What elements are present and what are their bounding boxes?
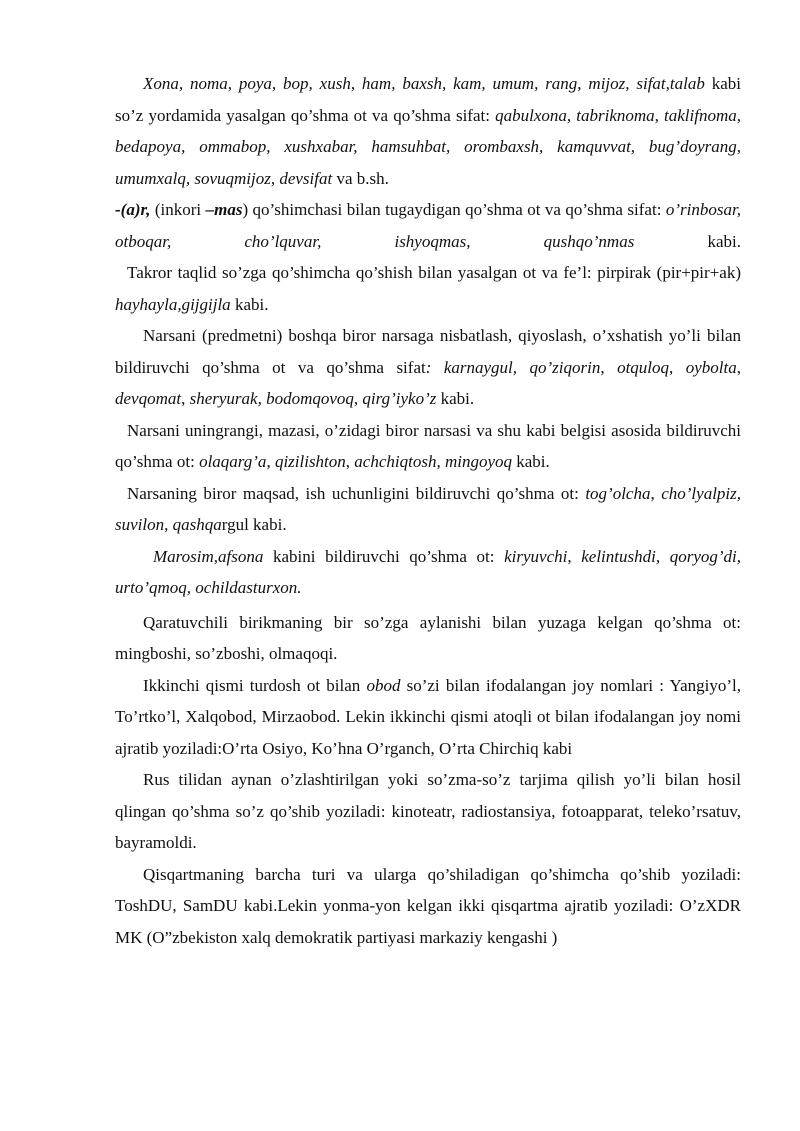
paragraph [115, 607, 741, 670]
paragraph [115, 670, 741, 765]
text-run: rgul kabi. [221, 515, 287, 534]
text-run: kabi. [634, 231, 741, 251]
emphasized-text: tog’olcha [585, 483, 651, 503]
emphasized-text: cho’lyalpiz, suvilon, qashqa [115, 483, 742, 534]
text-run: kabini bildiruvchi qo’shma ot: [263, 546, 505, 566]
paragraph [115, 415, 741, 478]
text-run: , [600, 357, 618, 377]
emphasized-text: o’rinbosar, otboqar, cho’lquvar, ishyoqmas, qushqo’nmas [115, 200, 741, 251]
paragraph [115, 859, 741, 954]
emphasized-text: Marosim,afsona [153, 546, 264, 566]
emphasized-text: bodomqovoq [266, 389, 354, 408]
emphasized-text: sheryurak, [189, 389, 262, 408]
text-run: Narsaning biror maqsad, ish uchunligini bildiruvchi qo’shma ot: [127, 483, 586, 503]
emphasized-text: –mas [205, 200, 243, 219]
emphasized-text: achchiqtosh, mingoyoq [354, 452, 512, 471]
text-run: , [266, 452, 275, 471]
emphasized-text: Xona, noma, poya, bop, xush, ham, baxsh, kam, umum, rang, mijoz, sifat,talab [143, 74, 705, 93]
emphasized-text: hayhayla,gijgijla [115, 294, 231, 314]
text-run: , [345, 452, 355, 471]
text-run: va b.sh. [332, 168, 389, 188]
paragraph [115, 541, 741, 604]
paragraph [115, 478, 741, 541]
paragraph [115, 257, 741, 320]
text-run: Ikkinchi qismi turdosh ot bilan [143, 675, 367, 695]
text-run: ) qo’shimchasi bilan tugaydigan qo’shma ot va qo’shma sifat: [242, 200, 666, 219]
text-run: Takror taqlid so’zga qo’shimcha qo’shish bilan yasalgan ot va fe’l: pirpirak (pir+pir+ak) [127, 263, 741, 282]
paragraph [115, 764, 741, 859]
text-run: kabi so’z yordamida yasalgan qo’shma ot va qo’shma sifat: [115, 74, 741, 125]
emphasized-text: obod [366, 675, 401, 695]
text-run: kabi. [512, 452, 550, 471]
text-run: Qaratuvchili birikmaning bir so’zga aylanishi bilan yuzaga kelgan qo’shma ot: mingboshi, so’zboshi, olmaqoqi. [115, 612, 741, 663]
text-run: , [650, 483, 662, 503]
emphasized-text: oybolta [685, 357, 737, 377]
emphasized-text: kelintushdi, qoryog’di, urto’qmoq, ochildasturxon. [115, 546, 741, 597]
text-run: , [181, 389, 190, 408]
emphasized-text: otquloq [617, 357, 670, 377]
document-body [115, 68, 741, 953]
text-run: Rus tilidan aynan o’zlashtirilgan yoki so’zma-so’z tarjima qilish yo’li bilan hosil qlingan qo’shma so’z qo’shib yoziladi: kinoteatr, radiostansiya, fotoapparat, teleko’rsatuv, bayramoldi. [115, 770, 741, 852]
paragraph [115, 320, 741, 415]
text-run: (inkori [150, 200, 206, 219]
paragraph [115, 194, 741, 257]
paragraph [115, 68, 741, 194]
text-run: , [567, 546, 582, 566]
emphasized-text: -(a)r, [115, 200, 151, 219]
text-run: Narsani uningrangi, mazasi, o’zidagi biror narsasi va shu kabi belgisi asosida bildiruvchi qo’shma ot: [115, 420, 741, 471]
emphasized-text: devqomat [115, 389, 182, 408]
emphasized-text: qirg’iyko’z [362, 389, 437, 408]
emphasized-text: qabulxona, tabriknoma, taklifnoma, bedapoya, ommabop, xushxabar, hamsuhbat, orombaxsh, kamquvvat, bug’doyrang, umumxalq, sovuqmijoz, devsifat [115, 105, 741, 188]
text-run: , [353, 389, 363, 408]
emphasized-text: qizilishton [274, 452, 346, 471]
emphasized-text: olaqarg’a [199, 452, 267, 471]
text-run: Narsani (predmetni) boshqa biror narsaga nisbatlash, qiyoslash, o’xshatish yo’li bilan bildiruvchi qo’shma ot va qo’shma sifat [115, 326, 741, 377]
text-run: kabi. [230, 294, 269, 314]
emphasized-text: : karnaygul, qo’ziqorin [425, 357, 601, 377]
emphasized-text: kiryuvchi [504, 546, 568, 566]
text-run: so’zi bilan ifodalangan joy nomlari : Yangiyo’l, To’rtko’l, Xalqobod, Mirzaobod. Lekin ikkinchi qismi atoqli ot bilan ifodalangan joy nomi ajratib yoziladi:O’rta Osiyo, Ko’hna O’rganch, O’rta Chirchiq kabi [115, 675, 742, 758]
text-run: , [736, 357, 742, 377]
text-run: Qisqartmaning barcha turi va ularga qo’shiladigan qo’shimcha qo’shib yoziladi: ToshDU, SamDU kabi.Lekin yonma-yon kelgan ikki qisqartma ajratib yoziladi: O’zXDR MK (O”zbekiston xalq demokratik partiyasi markaziy kengashi ) [115, 864, 741, 947]
text-run: kabi. [436, 389, 475, 408]
text-run: , [669, 357, 686, 377]
